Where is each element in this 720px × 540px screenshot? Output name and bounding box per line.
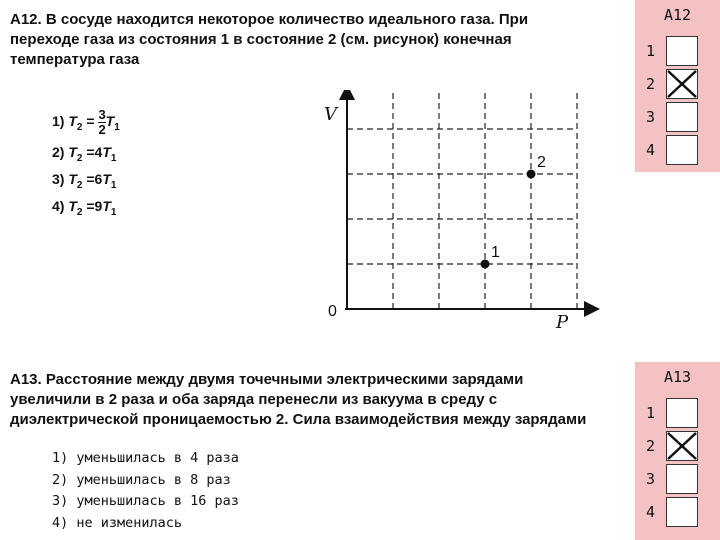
answer-panel-a12-title: А12 [663, 6, 692, 24]
grid-lines [347, 90, 577, 309]
answer-a13-checkbox-3[interactable] [666, 464, 698, 494]
question-a13-text: Расстояние между двумя точечными электрическими зарядами увеличили в 2 раза и оба заряда перенесли из вакуума в среду с диэлектрической проницаемостью 2. Сила взаимодействия между зарядами [10, 371, 587, 428]
state-point-2 [527, 170, 536, 179]
answer-panel-a13-title: А13 [663, 368, 692, 386]
p-axis-label: P [556, 312, 569, 333]
option-a13-4: 4) не изменилась [52, 514, 183, 531]
answer-a12-row-3[interactable]: 3 [635, 102, 720, 132]
state-point-1-label: 1 [491, 244, 500, 261]
question-a12 [10, 10, 600, 70]
answer-a13-row-2[interactable]: 2 [635, 431, 720, 461]
answer-a13-checkbox-1[interactable] [666, 398, 698, 428]
question-a13-options [52, 448, 239, 534]
origin-label: 0 [328, 303, 337, 320]
answer-a13-row-3[interactable]: 3 [635, 464, 720, 494]
option-a12-4: 4) $T_2 =9T_1$ [52, 197, 117, 218]
question-a12-text: В сосуде находится некоторое количество идеального газа. При переходе газа из состояния 1 в состояние 2 (см. рисунок) конечная температура газа [10, 11, 529, 68]
option-a13-1: 1) уменьшилась в 4 раза [52, 450, 239, 466]
option-a13-3: 3) уменьшилась в 16 раз [52, 493, 239, 509]
option-a13-2: 2) уменьшилась в 8 раз [52, 471, 231, 488]
question-a13-number: А13. [10, 371, 42, 388]
answer-a13-row-1[interactable]: 1 [635, 398, 720, 428]
question-a12-options [52, 100, 120, 222]
answer-a12-row-2[interactable]: 2 [635, 69, 720, 99]
answer-panel-a13 [635, 362, 720, 540]
answer-a13-checkbox-4[interactable] [666, 497, 698, 527]
v-axis-label: V [324, 104, 337, 125]
answer-a12-checkbox-1[interactable] [666, 36, 698, 66]
answer-a12-row-4[interactable]: 4 [635, 135, 720, 165]
answer-a13-row-4[interactable]: 4 [635, 497, 720, 527]
option-a12-1: 1) $T_2$ = $\frac{3}{2}$ $T_1$ [52, 106, 120, 137]
fraction: $\frac{3}{2}$ [98, 106, 106, 137]
state-point-2-label: 2 [537, 154, 546, 171]
option-a12-3: 3) $T_2 =6T_1$ [52, 170, 117, 191]
state-point-1 [481, 260, 490, 269]
answer-panel-a12 [635, 0, 720, 172]
cross-mark-icon [667, 432, 697, 460]
option-a12-2: 2) $T_2 =4T_1$ [52, 144, 117, 164]
answer-a12-row-1[interactable]: 1 [635, 36, 720, 66]
question-a13 [10, 370, 605, 430]
answer-a12-checkbox-4[interactable] [666, 135, 698, 165]
question-a12-number: А12. [10, 11, 42, 28]
cross-mark-icon [667, 70, 697, 98]
answer-a13-checkbox-2[interactable] [666, 431, 698, 461]
answer-a12-checkbox-2[interactable] [666, 69, 698, 99]
answer-a12-checkbox-3[interactable] [666, 102, 698, 132]
vp-diagram [310, 90, 600, 335]
